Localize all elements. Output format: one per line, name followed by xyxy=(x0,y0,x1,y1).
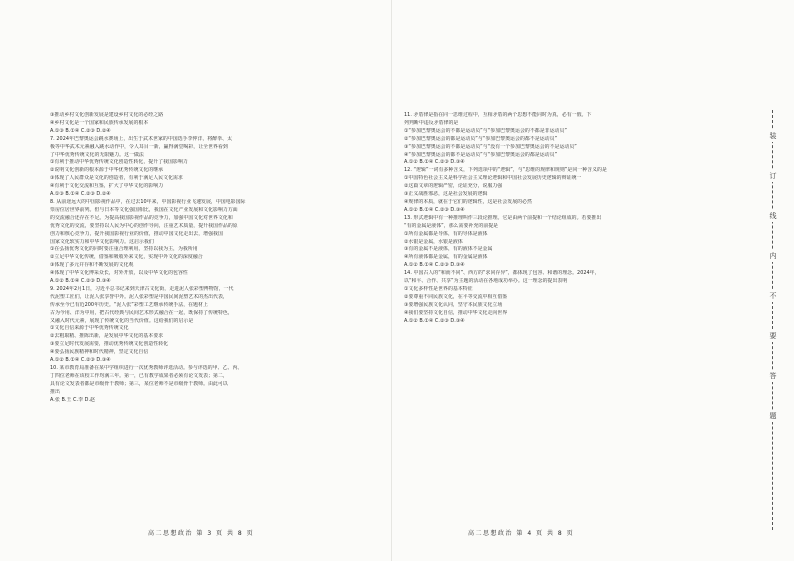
question-text-line: 列判断中违反矛盾律的是 xyxy=(404,119,459,126)
question-text-line: 丁四位老师在该校工作均满三年。第一，已有教学成果者必须有论文发表；第二， xyxy=(50,372,228,379)
question-text-line: 了中华优秀传统文化的无限魅力。这一做法 xyxy=(50,151,144,158)
answer-options-line: A.①② B.①④ C.②③ D.③④ xyxy=(404,262,465,269)
question-text-line: ①“参加巴黎奥运会的不都是运动员”与“参加巴黎奥运会的不都是非运动员” xyxy=(404,127,567,134)
question-text-line: 具有论文发表者都是市级骨干教师；第三，某位老师不是市级骨干教师。由此可以 xyxy=(50,380,228,387)
question-text-line: ④我们要坚持文化自信，推动中华文化走向世界 xyxy=(404,309,508,316)
question-text-line: ①在弘扬优秀文化的同时要注重合理利用，坚持以我为主，为我所用 xyxy=(50,246,198,253)
question-stem-line: 7. 2024年巴黎奥运会跳水赛场上，出生于武术世家的中国选手李仲洋，将醉拳、太 xyxy=(50,135,233,142)
question-text-line: ②说明文化创新的根本源于中华优秀传统文化的继承 xyxy=(50,167,164,174)
binding-char: 不 xyxy=(769,292,777,300)
question-text-line: 创力和核心竞争力，提升我国影视行业的价值，推动中国文化走出去，增强我国 xyxy=(50,230,223,237)
question-text-line: ②这篇文章的逻辑严密，论证充分，说服力强 xyxy=(404,183,503,190)
question-text-line: ①所有金属都是导体，有的导体是液体 xyxy=(404,230,488,237)
question-text-line: ①文化自信来源于中华优秀传统文化 xyxy=(50,325,129,332)
question-text-line: ④有利于文化交流和互鉴，扩大了中华文化的影响力 xyxy=(50,183,164,190)
question-text-line: ③要立足时代发展需要，推动优秀传统文化创造性转化 xyxy=(50,341,169,348)
binding-char: 内 xyxy=(769,252,777,260)
binding-notice xyxy=(762,130,784,422)
question-text-line: ②水银是金属，水银是液体 xyxy=(404,238,463,245)
question-column xyxy=(404,112,732,325)
question-text-line: 又融入时代元素，展现了传统文化的当代价值。这给我们的启示是 xyxy=(50,317,194,324)
binding-char: 答 xyxy=(769,372,777,380)
binding-char: 题 xyxy=(769,412,777,420)
question-text-line: ③体现了人民群众是文化的创造者，有利于满足人民文化需求 xyxy=(50,175,183,182)
question-text-line: ②“参加巴黎奥运会的都是运动员”与“参加巴黎奥运会的都不是运动员” xyxy=(404,135,558,142)
answer-options-line: A.①③ B.①④ C.②③ D.②④ xyxy=(50,127,111,134)
question-text-line: ④“参加巴黎奥运会的都不是运动员”与“参加巴黎奥运会的都是运动员” xyxy=(404,151,558,158)
question-text-line: ③要增强民族文化认同，坚守本民族文化立场 xyxy=(404,301,503,308)
question-text-line: ③推动乡村文化创新发展是建设乡村文化的必经之路 xyxy=(50,112,164,118)
question-text-line: 传承至今已有近200年历史。“泥人张”彩塑工艺继承传统手法，在题材上 xyxy=(50,301,208,308)
question-text-line: 推出 xyxy=(50,388,60,395)
question-stem-line: 12. “逻辑”一词有多种含义，下列选项中的“逻辑”，与“思维的规律和规则”是同一种含义的是 xyxy=(404,167,607,174)
answer-options-line: A.①② B.①④ C.②③ D.③④ xyxy=(404,206,465,213)
question-text-line: ②要尊重不同民族文化，在平等交流中相互借鉴 xyxy=(404,293,508,300)
question-text-line: 古为今用、洋为中用，把古代经典与民间艺术形式融合在一起，既保持了传统特色， xyxy=(50,309,233,316)
exam-page-right xyxy=(392,0,794,561)
question-text-line: ④规律的本质，就在于它们的逻辑性，这是社会发展的必然 xyxy=(404,198,532,205)
question-stem-line: 11. 矛盾律是指在同一思维过程中，互相矛盾的两个思想不能同时为真，必有一假。下 xyxy=(404,112,592,118)
question-text-line: 的交流融合还存在不足。为提高我国影视作品的竞争力，加强中国文化对世界文化和 xyxy=(50,214,233,221)
answer-options-line: A.张 B.王 C.李 D.赵 xyxy=(50,396,95,403)
answer-options-line: A.①② B.①④ C.②③ D.③④ xyxy=(404,159,465,166)
binding-margin xyxy=(762,110,784,530)
question-text-line: ③“参加巴黎奥运会的不都是运动员”与“没有一个参加巴黎奥运会的不是运动员” xyxy=(404,143,577,150)
question-text-line: 代泥塑工匠们，让泥人张享誉中外。泥人张彩塑是中国民间泥塑艺术的杰出代表， xyxy=(50,293,228,300)
binding-char: 订 xyxy=(769,172,777,180)
question-stem-line: 13. 形式逻辑中有一种推理叫作三段论推理。它是由两个前提和一个结论组成的。若要推出 xyxy=(404,214,602,221)
question-text-line: ③体现了多元并存和不断发展的文化观 xyxy=(50,262,134,269)
question-text-line: ③正义战胜邪恶，这是社会发展的逻辑 xyxy=(404,191,488,198)
page-footer: 高二思想政治 第 3 页 共 8 页 xyxy=(148,530,255,537)
question-text-line: ③有的金属不是液体，有的液体不是金属 xyxy=(404,246,493,253)
question-text-line: ④乡村文化是一个国家和民族传承发展的根本 xyxy=(50,119,149,126)
question-stem-line: 10. 某市教育局准备在某中学组织进行一次优秀教师评选活动。参与评选的甲、乙、丙、 xyxy=(50,365,243,371)
question-text-line: ①中国特色社会主义是科学社会主义理论逻辑和中国社会发展历史逻辑的辩证统一 xyxy=(404,175,582,182)
answer-options-line: A.①② B.①④ C.②③ D.③④ xyxy=(404,317,465,324)
binding-char: 装 xyxy=(769,132,777,140)
question-text-line: 极等中华武术元素融入跳水动作中，令人耳目一新，赢得满堂喝彩，让全世界看到 xyxy=(50,143,228,150)
question-column xyxy=(50,112,368,405)
answer-options-line: A.①② B.①④ C.②③ D.③④ xyxy=(50,278,111,285)
question-text-line: 票房位居世界前列。但与日本等文化强国相比，我国在文化产业发展和文化影响力方面 xyxy=(50,206,238,213)
question-text-line: 优秀文化的交流，要坚持以人民为中心的创作导向，注重艺术质量，提升我国作品的原 xyxy=(50,222,238,229)
question-text-line: ①文化多样性是世界的基本特征 xyxy=(404,285,473,292)
question-text-line: 以“和平、合作、共享”为主题的活动在各地成功举办。这一理念的提出表明 xyxy=(404,278,568,285)
page-footer: 高二思想政治 第 4 页 共 8 页 xyxy=(468,530,575,537)
answer-options-line: A.①② B.①④ C.②③ D.③④ xyxy=(50,357,111,364)
question-text-line: 国家文化软实力和中华文化影响力。这启示我们 xyxy=(50,238,154,245)
question-text-line: ④要弘扬民族精神和时代精神，坚定文化自信 xyxy=(50,349,149,356)
question-text-line: “有的金属是液体”，那么需要补充的前提是 xyxy=(404,222,499,229)
question-text-line: ①有利于推动中华优秀传统文化创造性转化，提升了我国影响力 xyxy=(50,159,188,166)
question-stem-line: 14. 中国古人的“和而不同”、西方的“求同存异”，都体现了包容、和谐的理念。2024年， xyxy=(404,270,600,277)
answer-options-line: A.①③ B.①④ C.②③ D.②④ xyxy=(50,191,111,198)
question-stem-line: 8. 从前途远大的中国影视作品中，在过去10年来，中国影视行业飞速发展，中国电影国际 xyxy=(50,198,246,205)
question-text-line: ②立足中华文化传统，借鉴和吸收外来文化，实现中外文化的深度融合 xyxy=(50,254,203,261)
binding-char: 线 xyxy=(769,212,777,220)
binding-char: 要 xyxy=(769,332,777,340)
exam-page-left xyxy=(0,0,392,561)
question-text-line: ④体现了中华文化博采众长，对外开放，以及中华文化的包容性 xyxy=(50,270,188,277)
question-text-line: ②去粗取精、推陈出新，是发展中华文化的基本要求 xyxy=(50,333,164,340)
question-text-line: ④所有液体都是金属，有的金属是液体 xyxy=(404,254,488,261)
question-stem-line: 9. 2024年2月1日，习近平总书记来到天津古文化街，走进泥人张彩塑博物馆，一代 xyxy=(50,285,234,292)
